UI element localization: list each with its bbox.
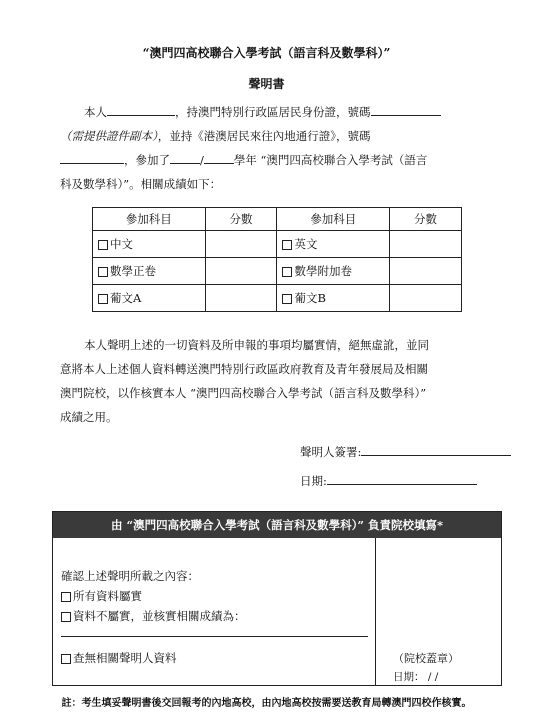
- checkbox[interactable]: [61, 592, 71, 602]
- checkbox[interactable]: [282, 240, 292, 250]
- official-use-box: [52, 511, 502, 686]
- id-number-blank[interactable]: [371, 103, 441, 116]
- date-blank[interactable]: [327, 472, 477, 485]
- intro-text: 科及數學科）”。相關成績如下：: [60, 177, 222, 191]
- score-cell[interactable]: [205, 231, 277, 258]
- declaration-line: 本人聲明上述的一切資料及所申報的事項均屬實情，絕無虛訛，並同: [84, 338, 429, 352]
- intro-text: 本人: [84, 105, 107, 119]
- subject-cell[interactable]: [93, 231, 206, 258]
- signature-line: [300, 443, 511, 460]
- table-row: [93, 285, 462, 312]
- year-start-blank[interactable]: [170, 151, 200, 164]
- table-header: 參加科目: [277, 208, 390, 231]
- intro-note: （需提供證件副本）: [60, 129, 158, 143]
- declaration-line: 意將本人上述個人資料轉送澳門特別行政區政府教育及青年發展局及相關: [60, 362, 428, 376]
- checkbox[interactable]: [98, 294, 108, 304]
- subject-cell[interactable]: [277, 258, 390, 285]
- subject-label: 中文: [110, 237, 133, 251]
- intro-paragraph: [60, 100, 500, 196]
- intro-text: ，參加了: [124, 153, 170, 167]
- option-all-true[interactable]: [61, 588, 142, 604]
- form-subtitle: 聲明書: [248, 77, 285, 91]
- checkbox[interactable]: [61, 654, 71, 664]
- footnote: 註：考生填妥聲明書後交回報考的內地高校，由內地高校按需要送教育局轉澳門四校作核實。: [61, 698, 472, 709]
- subject-label: 數學正卷: [110, 264, 156, 278]
- official-header: 由 “澳門四高校聯合入學考試（語言科及數學科）” 負責院校填寫*: [53, 512, 501, 538]
- declaration-line: 成績之用。: [60, 410, 118, 424]
- table-row: [93, 231, 462, 258]
- subject-label: 英文: [294, 237, 318, 251]
- subject-cell[interactable]: [93, 258, 206, 285]
- table-row: [93, 258, 462, 285]
- subject-cell[interactable]: [277, 231, 390, 258]
- signature-label: 聲明人簽署:: [300, 445, 362, 459]
- official-date-label: 日期： / /: [393, 671, 439, 683]
- score-cell[interactable]: [390, 231, 462, 258]
- subject-cell[interactable]: [93, 285, 206, 312]
- table-header-row: [93, 208, 462, 231]
- intro-text: ，持澳門特別行政區居民身份證，號碼: [175, 105, 371, 119]
- option-label: 資料不屬實，並核實相關成績為：: [73, 609, 246, 623]
- year-end-blank[interactable]: [204, 151, 234, 164]
- declaration-paragraph: [60, 333, 500, 429]
- form-title: “澳門四高校聯合入學考試（語言科及數學科）”: [142, 46, 391, 60]
- intro-text: ，並持《港澳居民來往內地通行證》，號碼: [157, 129, 371, 143]
- scores-table: [92, 207, 462, 312]
- option-not-found[interactable]: [61, 650, 177, 666]
- table-header: 分數: [205, 208, 277, 231]
- score-cell[interactable]: [205, 258, 277, 285]
- score-cell[interactable]: [390, 258, 462, 285]
- subject-label: 葡文A: [110, 291, 142, 305]
- subject-label: 數學附加卷: [294, 264, 352, 278]
- permit-number-blank[interactable]: [60, 151, 124, 164]
- score-cell[interactable]: [205, 285, 277, 312]
- name-blank[interactable]: [107, 103, 175, 116]
- confirm-label: 確認上述聲明所載之內容：: [61, 569, 199, 583]
- checkbox[interactable]: [61, 612, 71, 622]
- date-label: 日期:: [300, 474, 327, 488]
- checkbox[interactable]: [282, 294, 292, 304]
- checkbox[interactable]: [98, 267, 108, 277]
- table-header: 分數: [390, 208, 462, 231]
- intro-text: /: [200, 153, 204, 167]
- signature-blank[interactable]: [361, 443, 511, 456]
- score-rule-line: [61, 636, 368, 637]
- option-not-true[interactable]: [61, 608, 246, 624]
- checkbox[interactable]: [98, 240, 108, 250]
- declaration-line: 澳門院校，以作核實本人 “澳門四高校聯合入學考試（語言科及數學科）”: [60, 386, 427, 400]
- intro-text: 學年 “澳門四高校聯合入學考試（語言: [233, 153, 428, 167]
- option-label: 查無相關聲明人資料: [73, 651, 177, 665]
- date-line: [300, 472, 477, 489]
- table-header: 參加科目: [93, 208, 206, 231]
- subject-label: 葡文B: [294, 291, 326, 305]
- official-content: [53, 538, 376, 685]
- checkbox[interactable]: [282, 267, 292, 277]
- school-stamp-label: （院校蓋章）: [393, 652, 459, 665]
- score-cell[interactable]: [390, 285, 462, 312]
- option-label: 所有資料屬實: [73, 589, 142, 603]
- subject-cell[interactable]: [277, 285, 390, 312]
